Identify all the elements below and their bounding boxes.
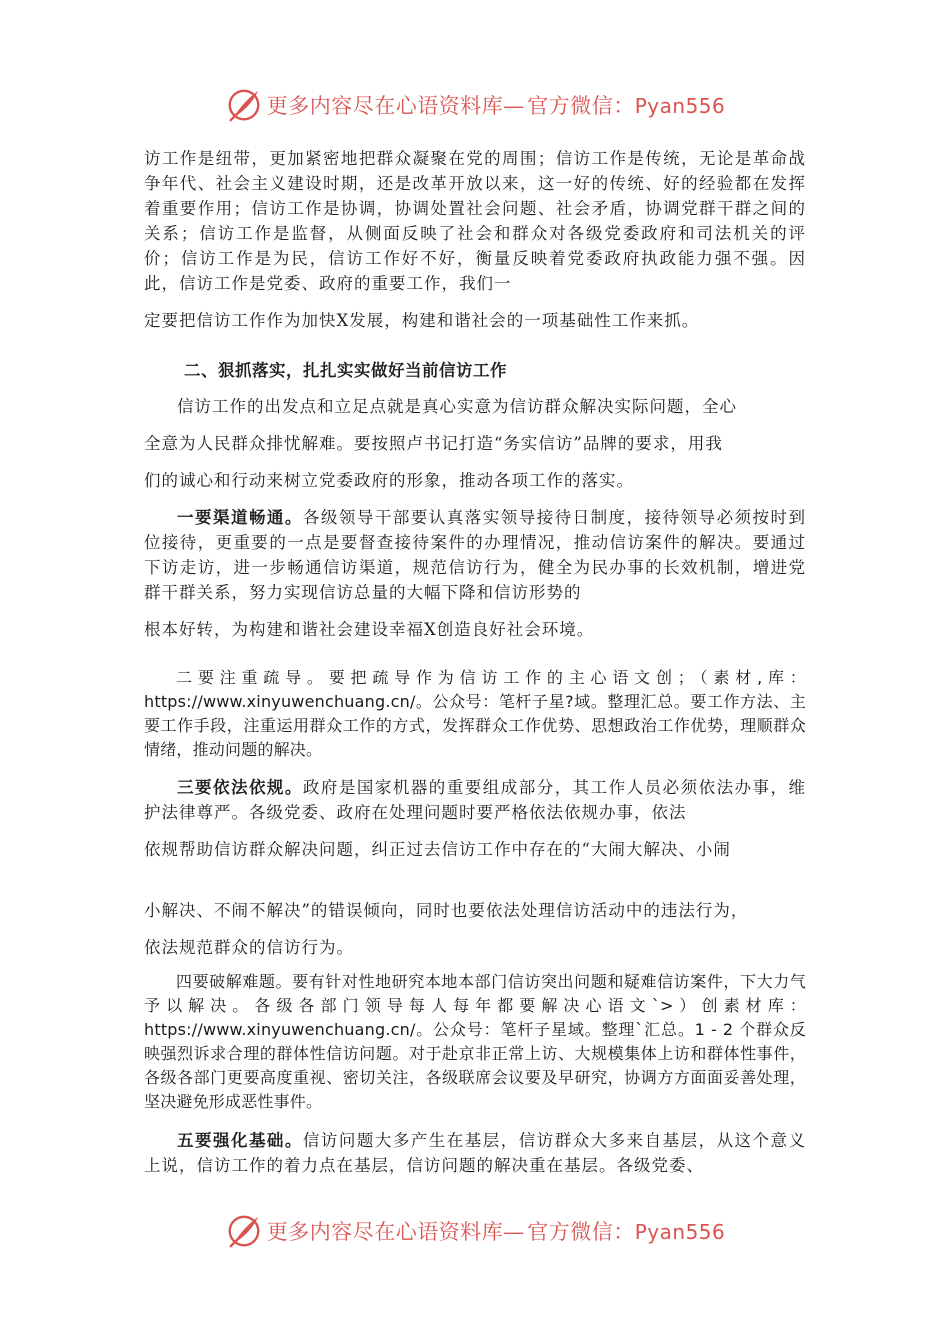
paragraph-5: 三要依法依规。政府是国家机器的重要组成部分，其工作人员必须依法办事，维护法律尊严。各级党委、政府在处理问题时要严格依法依规办事，依法 (144, 778, 807, 822)
banner-title: 更多内容尽在心语资料库— 官方微信：Pyan556 (266, 94, 726, 118)
paragraph-1: 访工作是纽带，更加紧密地把群众凝聚在党的周围；信访工作是传统，无论是革命战争年代、社会主义建设时期，还是改革开放以来，这一好的传统、好的经验都在发挥着重要作用；信访工作是协调，协调处置社会问题、社会矛盾，协调党群干群之间的关系；信访工作是监督，从侧面反映了社会和群众对各级党委政府和司法机关的评价；信访工作是为民，信访工作好不好，衡量反映着党委政府执政能力强不强。因此，信访工作是党委、政府的重要工作，我们一 (144, 149, 806, 293)
header-banner (0, 83, 950, 127)
paragraph-5-line-5: 依法规范群众的信访行为。 (144, 938, 354, 957)
paragraph-3: 一要渠道畅通。各级领导干部要认真落实领导接待日制度，接待领导必须按时到位接待，更重要的一点是要督查接待案件的办理情况，推动信访案件的解决。要通过下访走访，进一步畅通信访渠道，规范信访行为，健全为民办事的长效机制，增进党群干群关系，努力实现信访总量的大幅下降和信访形势的 (144, 508, 807, 602)
footer-banner-title: 更多内容尽在心语资料库— 官方微信：Pyan556 (266, 1220, 726, 1244)
feather-pen-logo-icon (225, 86, 263, 124)
paragraph-2-line-2: 全意为人民群众排忧解难。要按照卢书记打造“务实信访”品牌的要求，用我 (144, 434, 723, 453)
paragraph-3-lead: 一要渠道畅通。 (177, 508, 303, 527)
paragraph-3-last-line: 根本好转，为构建和谐社会建设幸福X创造良好社会环境。 (144, 620, 595, 639)
feather-pen-logo-icon (225, 1212, 263, 1250)
paragraph-5-lead: 三要依法依规。 (177, 778, 303, 797)
paragraph-2-line-3: 们的诚心和行动来树立党委政府的形象，推动各项工作的落实。 (144, 471, 634, 490)
document-body (144, 146, 806, 1178)
footer-banner (0, 1209, 950, 1253)
paragraph-2-line-1: 信访工作的出发点和立足点就是真心实意为信访群众解决实际问题，全心 (177, 397, 737, 416)
paragraph-5-line-3: 依规帮助信访群众解决问题，纠正过去信访工作中存在的“大闹大解决、小闹 (144, 840, 731, 859)
paragraph-6: 四要破解难题。要有针对性地研究本地本部门信访突出问题和疑难信访案件，下大力气予以解决。各级各部门领导每人每年都要解决心语文`>）创素材库：https://www.xinyuwenchuang.cn/。公众号：笔杆子星域。整理`汇总。1 - 2 个群众反映强烈诉求合理的群体性信访问题。对于赴京非正常上访、大规模集体上访和群体性事件，各级各部门更要高度重视、密切关注，各级联席会议要及早研究，协调方方面面妥善处理，坚决避免形成恶性事件。 (144, 972, 806, 1111)
paragraph-4: 二要注重疏导。要把疏导作为信访工作的主心语文创；（素材,库：https://www.xinyuwenchuang.cn/。公众号：笔杆子星?域。整理汇总。要工作方法、主要工作手段，注重运用群众工作的方式，发挥群众工作优势、思想政治工作优势，理顺群众情绪，推动问题的解决。 (144, 668, 806, 759)
paragraph-1-last-line: 定要把信访工作作为加快X发展，构建和谐社会的一项基础性工作来抓。 (144, 311, 700, 330)
paragraph-7-lead: 五要强化基础。 (177, 1131, 303, 1150)
paragraph-5-line-4: 小解决、不闹不解决”的错误倾向，同时也要依法处理信访活动中的违法行为， (144, 901, 749, 920)
section-heading-2: 二、狠抓落实，扎扎实实做好当前信访工作 (184, 361, 507, 380)
paragraph-7: 五要强化基础。信访问题大多产生在基层，信访群众大多来自基层，从这个意义上说，信访工作的着力点在基层，信访问题的解决重在基层。各级党委、 (144, 1131, 807, 1175)
